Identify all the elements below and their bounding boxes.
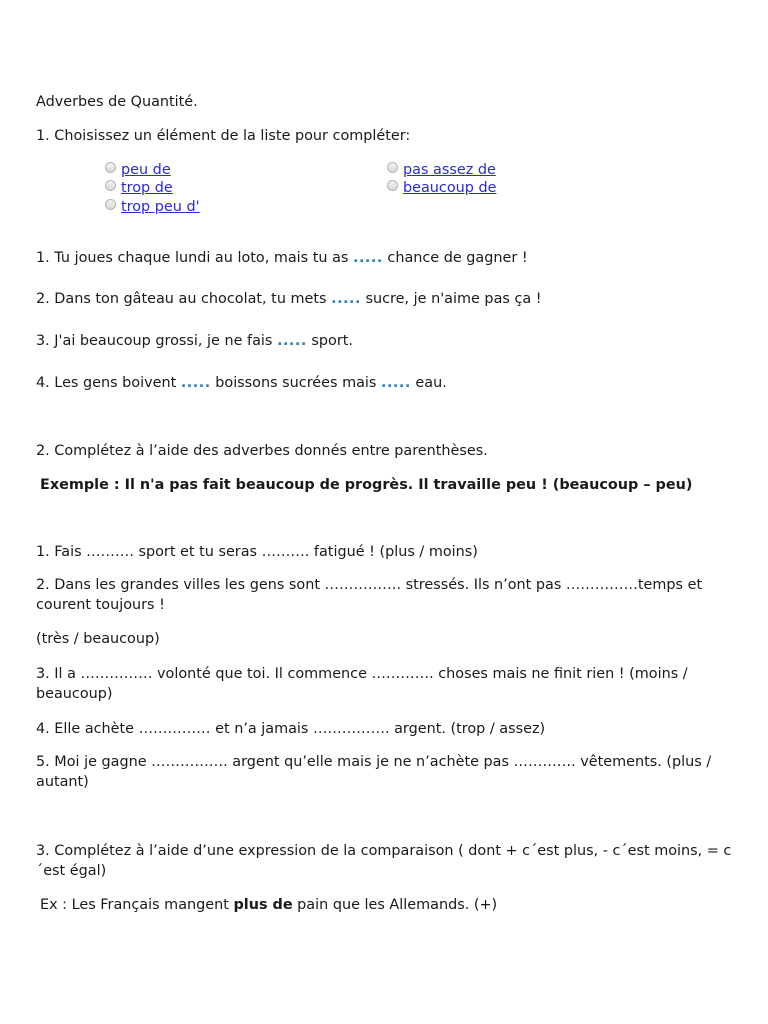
option-label[interactable]: peu de [121,162,171,178]
page-title: Adverbes de Quantité. [36,94,198,110]
option-label[interactable]: trop peu d' [121,199,200,215]
example-bold: plus de [233,897,293,913]
question-1 [36,248,528,268]
blank-dropzone[interactable]: ..... [276,333,307,349]
question-text: 4. Les gens boivent [36,375,181,391]
example-text: Exemple : Il n'a pas fait beaucoup de progrès. Il travaille peu ! (beaucoup – peu) [40,477,693,493]
question-text: sport. [311,333,353,349]
option-peu-de[interactable] [105,161,171,179]
blank-dropzone[interactable]: ..... [331,291,361,307]
option-trop-peu-d[interactable] [105,198,200,216]
ex2-question-4: 4. Elle achète …………… et n’a jamais ……………. argent. (trop / assez) [36,721,546,737]
option-beaucoup-de[interactable] [387,179,496,197]
option-label[interactable]: pas assez de [403,162,496,178]
option-trop-de[interactable] [105,179,173,197]
exercise2-example [40,475,692,495]
option-pas-assez-de[interactable] [387,161,496,179]
question-text: boissons sucrées mais [215,375,381,391]
question-2 [36,289,542,309]
question-text: sucre, je n'aime pas ça ! [365,291,542,307]
radio-icon[interactable] [105,180,116,191]
blank-dropzone[interactable]: ..... [352,250,383,266]
ex2-question-2-hint: (très / beaucoup) [36,631,160,647]
radio-icon[interactable] [387,162,398,173]
blank-dropzone[interactable]: ..... [381,375,411,391]
option-label[interactable]: beaucoup de [403,180,497,196]
ex2-question-2: 2. Dans les grandes villes les gens sont ……………. stressés. Ils n’ont pas ……………temps et courent toujours ! [36,577,703,613]
question-text: 3. J'ai beaucoup grossi, je ne fais [36,333,277,349]
radio-icon[interactable] [105,199,116,210]
option-label[interactable]: trop de [121,180,173,196]
radio-icon[interactable] [387,180,398,191]
blank-dropzone[interactable]: ..... [180,375,211,391]
question-4 [36,373,447,393]
example-text: Ex : Les Français mangent [40,897,234,913]
exercise1-instruction: 1. Choisissez un élément de la liste pour compléter: [36,128,411,144]
question-text: 2. Dans ton gâteau au chocolat, tu mets [36,291,332,307]
radio-icon[interactable] [105,162,116,173]
question-3 [36,331,353,351]
exercise3-instruction: 3. Complétez à l’aide d’une expression de la comparaison ( dont + c´est plus, - c´est moins, = c´est égal) [36,843,732,879]
ex2-question-3: 3. Il a …………… volonté que toi. Il commence …………. choses mais ne finit rien ! (moins / beaucoup) [36,666,688,702]
exercise3-example [40,895,497,915]
ex2-question-1: 1. Fais ………. sport et tu seras ………. fatigué ! (plus / moins) [36,544,478,560]
example-text: pain que les Allemands. (+) [292,897,498,913]
ex2-question-5: 5. Moi je gagne ……………. argent qu’elle mais je ne n’achète pas …………. vêtements. (plus / autant) [36,754,712,790]
exercise2-instruction: 2. Complétez à l’aide des adverbes donnés entre parenthèses. [36,443,488,459]
question-text: 1. Tu joues chaque lundi au loto, mais tu as [36,250,353,266]
question-text: chance de gagner ! [387,250,528,266]
question-text: eau. [415,375,447,391]
